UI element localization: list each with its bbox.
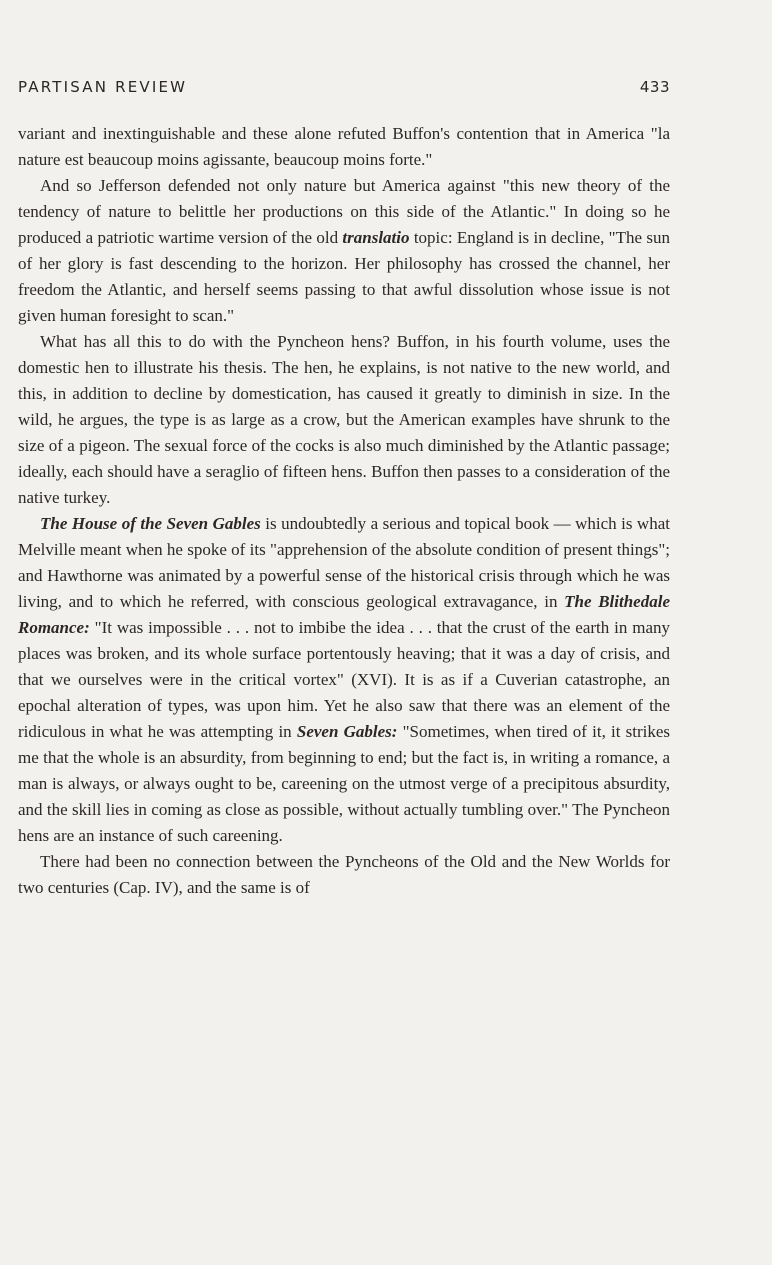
- paragraph-text: is undoubtedly a serious and topical book — which is what Melville meant when he spoke of its "apprehension of the absolute condition of present things"; and Hawthorne was animated by a powerful sense of the historical crisis through which he was living, and to which he referred, with conscious geological extravagance, in: [18, 514, 670, 611]
- paragraph-text: And so Jefferson defended not only nature but America against "this new theory of the tendency of nature to belittle her productions on this side of the Atlantic." In doing so he produced a patriotic wartime version of the old: [18, 176, 670, 247]
- paragraph-text: What has all this to do with the Pyncheon hens? Buffon, in his fourth volume, uses the domestic hen to illustrate his thesis. The hen, he explains, is not native to the new world, and this, in addition to decline by domestication, has caused it greatly to diminish in size. In the wild, he argues, the type is as large as a crow, but the American examples have shrunk to the size of a pigeon. The sexual force of the cocks is also much diminished by the Atlantic passage; ideally, each should have a seraglio of fifteen hens. Buffon then passes to a consideration of the native turkey.: [18, 332, 670, 507]
- paragraph: [18, 511, 670, 849]
- paragraph-text: "Sometimes, when tired of it, it strikes me that the whole is an absurdity, from beginning to end; but the fact is, in writing a romance, a man is always, or always ought to be, careening on the utmost verge of a precipitous absurdity, and the skill lies in coming as close as possible, without actually tumbling over." The Pyncheon hens are an instance of such careening.: [18, 722, 670, 845]
- paragraph: [18, 121, 670, 173]
- italic-title-text: Seven Gables:: [296, 722, 398, 741]
- paragraph: [18, 329, 670, 511]
- italic-title-text: The House of the Seven Gables: [40, 514, 261, 533]
- paragraph-text: variant and inextinguishable and these alone refuted Buffon's contention that in America "la nature est beaucoup moins agissante, beaucoup moins forte.": [18, 124, 670, 169]
- body-text: [18, 121, 670, 901]
- paragraph: [18, 849, 670, 901]
- paragraph-text: "It was impossible . . . not to imbibe the idea . . . that the crust of the earth in many places was broken, and its whole surface portentously heaving; that it was a day of crisis, and that we ourselves were in the critical vortex" (XVI). It is as if a Cuverian catastrophe, an epochal alteration of types, was upon him. Yet he also saw that there was an element of the ridiculous in what he was attempting in: [18, 618, 670, 741]
- italic-title-text: translatio: [342, 228, 410, 247]
- paragraph-text: topic: England is in decline, "The sun of her glory is fast descending to the horizon. Her philosophy has crossed the channel, her freedom the Atlantic, and herself seems passing to that awful dissolution whose issue is not given human foresight to scan.": [18, 228, 670, 325]
- running-head: [18, 78, 670, 96]
- journal-title: PARTISAN REVIEW: [18, 78, 188, 96]
- paragraph-text: There had been no connection between the Pyncheons of the Old and the New Worlds for two centuries (Cap. IV), and the same is of: [18, 852, 670, 897]
- italic-title-text: The Blithedale Romance:: [18, 592, 670, 637]
- page-number: 433: [639, 78, 670, 96]
- paragraph: [18, 173, 670, 329]
